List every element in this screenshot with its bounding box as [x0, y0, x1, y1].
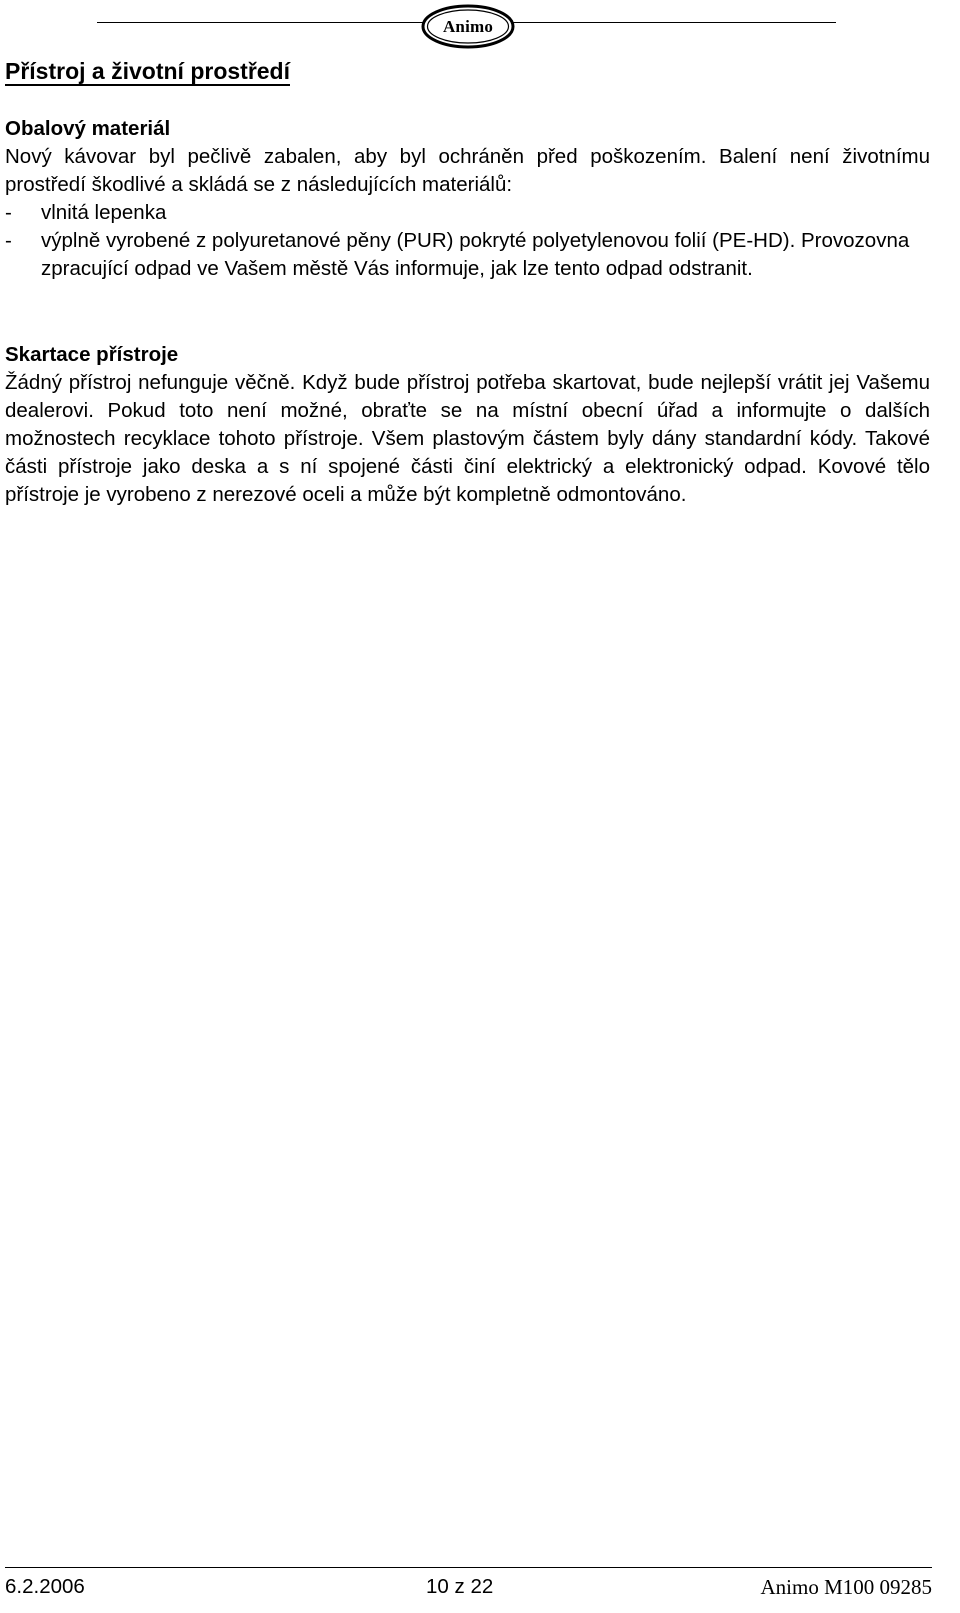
list-item — [5, 227, 930, 283]
header-rule-right — [511, 22, 836, 23]
packaging-intro: Nový kávovar byl pečlivě zabalen, aby byl ochráněn před poškozením. Balení není životnímu prostředí škodlivé a skládá se z následujících materiálů: — [5, 145, 930, 196]
list-item — [5, 199, 930, 227]
header-rule-left — [97, 22, 425, 23]
disposal-section — [5, 341, 930, 509]
logo-text: Animo — [442, 16, 494, 36]
packaging-section — [5, 115, 930, 283]
footer-page-number: 10 z 22 — [426, 1575, 494, 1598]
footer-rule — [5, 1567, 932, 1568]
disposal-heading: Skartace přístroje — [5, 343, 179, 366]
page-title — [5, 54, 290, 88]
animo-logo — [421, 4, 515, 49]
page-title-text: Přístroj a životní prostředí — [5, 58, 290, 84]
list-dash: - — [5, 201, 12, 224]
packaging-heading: Obalový materiál — [5, 117, 171, 140]
footer-date: 6.2.2006 — [5, 1575, 85, 1598]
list-item-text: vlnitá lepenka — [41, 201, 167, 224]
list-dash: - — [5, 229, 12, 252]
disposal-body: Žádný přístroj nefunguje věčně. Když bude přístroj potřeba skartovat, bude nejlepší vrátit jej Vašemu dealerovi. Pokud toto není možné, obraťte se na místní obecní úřad a informujte o dalších možnostech recyklace tohoto přístroje. Všem plastovým částem byly dány standardní kódy. Takové části přístroje jako deska a s ní spojené části činí elektrický a elektronický odpad. Kovové tělo přístroje je vyrobeno z nerezové oceli a může být kompletně odmontováno. — [5, 371, 930, 506]
packaging-materials-list — [5, 199, 930, 283]
list-item-text: výplně vyrobené z polyuretanové pěny (PUR) pokryté polyetylenovou folií (PE-HD). Provozovna zpracující odpad ve Vašem městě Vás informuje, jak lze tento odpad odstranit. — [41, 229, 910, 280]
footer-model: Animo M100 09285 — [760, 1575, 932, 1599]
